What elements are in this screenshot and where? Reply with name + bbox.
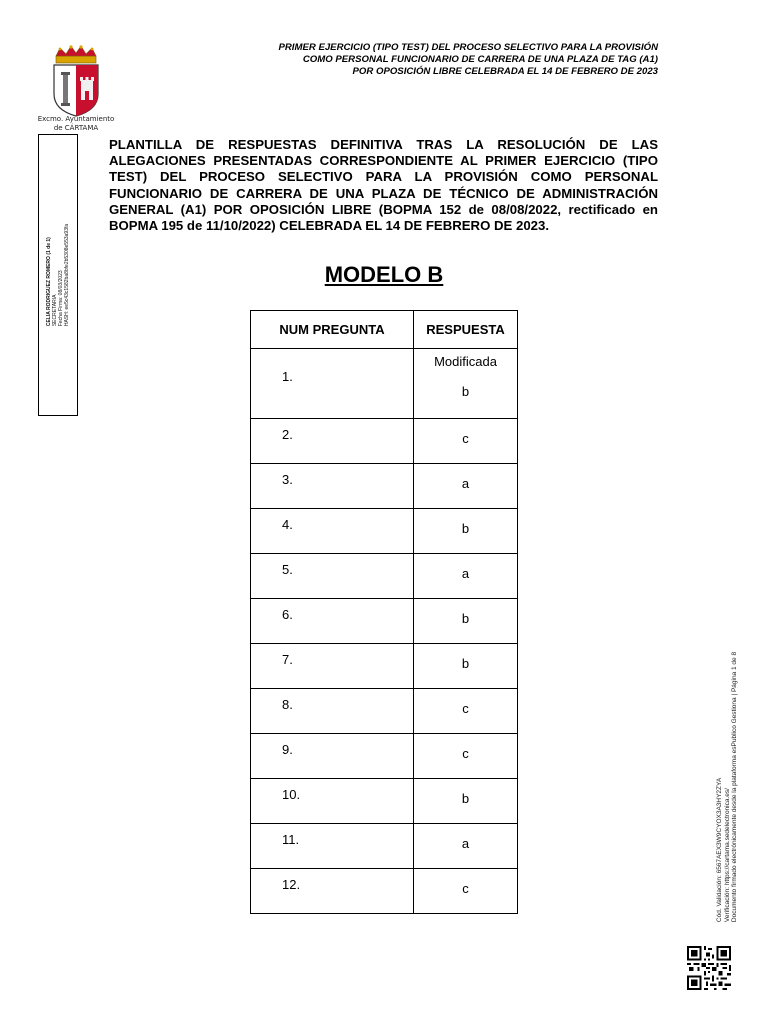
verification-url: Verificación: https://cartama.sedelectronica.es/ [723,788,731,923]
header-line1: PRIMER EJERCICIO (TIPO TEST) DEL PROCESO SELECTIVO PARA LA PROVISIÓN [278,42,658,53]
answer-letter: b [414,644,518,689]
logo-caption-line2: de CÁRTAMA [53,124,99,132]
answer-letter: a [414,464,518,509]
answer-modified-note: Modificada [434,354,497,369]
verification-platform: Documento firmado electrónicamente desde la plataforma esPublico Gestiona | Página 1 de 8 [730,651,738,923]
table-row [251,824,518,869]
answer-letter: c [414,869,518,914]
verification-info [712,632,742,942]
answer-cell [414,349,518,419]
header-line3: POR OPOSICIÓN LIBRE CELEBRADA EL 14 DE FEBRERO DE 2023 [352,66,658,77]
answer-letter: b [414,509,518,554]
table-row [251,689,518,734]
answer-letter: b [414,779,518,824]
table-row [251,599,518,644]
table-row [251,419,518,464]
question-number: 8. [251,689,414,734]
column-header-answer: RESPUESTA [414,311,518,349]
model-heading: MODELO B [324,262,444,287]
signature-hash: HASH: ee5c43c1582ba8bfe2b5308e553a93fa [64,223,70,327]
document-header [178,42,658,78]
table-header-row [251,311,518,349]
table-row [251,869,518,914]
table-row [251,554,518,599]
answer-letter: c [414,419,518,464]
signature-date: Fecha Firma: 08/03/2023 [58,270,64,327]
question-number: 5. [251,554,414,599]
table-row [251,349,518,419]
question-number: 7. [251,644,414,689]
signature-name: CELIA RODRIGUEZ ROMERO (1 de 1) [46,237,52,327]
answer-letter: b [414,599,518,644]
logo-caption [28,115,124,133]
logo-caption-line1: Excmo. Ayuntamiento [37,115,115,123]
column-header-question: NUM PREGUNTA [251,311,414,349]
table-row [251,644,518,689]
question-number: 3. [251,464,414,509]
document-title: PLANTILLA DE RESPUESTAS DEFINITIVA TRAS LA RESOLUCIÓN DE LAS ALEGACIONES PRESENTADAS CORRESPONDIENTE AL PRIMER EJERCICIO (TIPO TEST) DEL PROCESO SELECTIVO PARA LA PROVISIÓN COMO PERSONAL FUNCIONARIO DE CARRERA DE UNA PLAZA DE TÉCNICO DE ADMINISTRACIÓN GENERAL (A1) POR OPOSICIÓN LIBRE (BOPMA 152 de 08/08/2022, rectificado en BOPMA 195 de 11/10/2022) CELEBRADA EL 14 DE FEBRERO DE 2023. [109,137,658,234]
answer-letter: c [414,734,518,779]
question-number: 2. [251,419,414,464]
answer-letter: a [414,554,518,599]
question-number: 6. [251,599,414,644]
answers-table [250,310,518,914]
verification-code: Cód. Validación: 6567AEX3W9CYOX3A3HY2ZYA [715,777,723,923]
question-number: 10. [251,779,414,824]
question-number: 4. [251,509,414,554]
table-row [251,779,518,824]
question-number: 1. [251,349,414,419]
table-row [251,464,518,509]
table-row [251,734,518,779]
header-line2: COMO PERSONAL FUNCIONARIO DE CARRERA DE UNA PLAZA DE TAG (A1) [302,54,658,65]
answer-letter: a [414,824,518,869]
qr-code-icon [687,946,731,990]
answer-letter: c [414,689,518,734]
question-number: 11. [251,824,414,869]
question-number: 9. [251,734,414,779]
verification-text [716,652,739,922]
question-number: 12. [251,869,414,914]
answer-letter: b [461,384,470,399]
table-row [251,509,518,554]
signature-role: SECRETARIA [52,294,58,327]
